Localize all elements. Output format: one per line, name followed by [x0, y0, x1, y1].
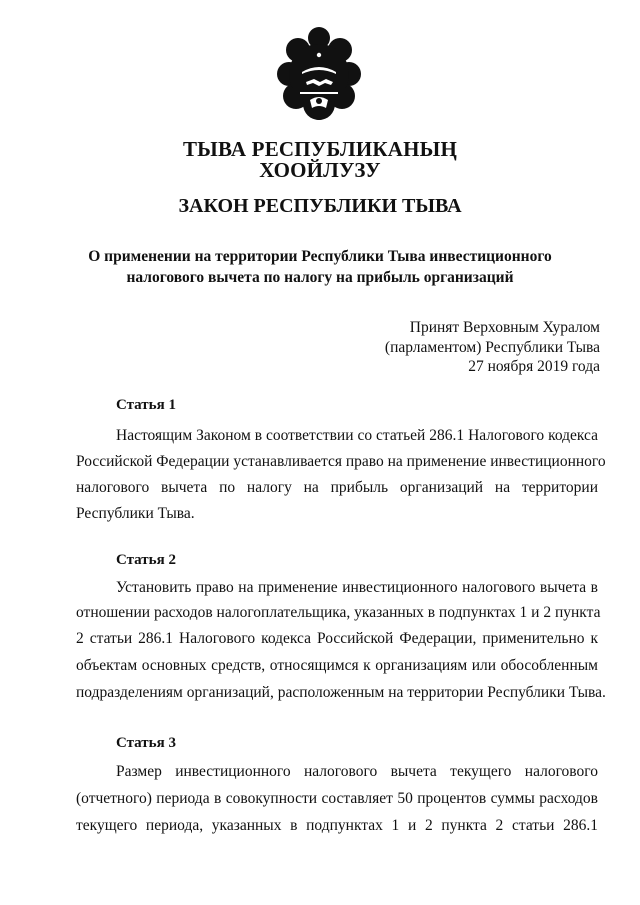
- article-1-heading: Статья 1: [116, 397, 176, 413]
- law-title: ЗАКОН РЕСПУБЛИКИ ТЫВА: [178, 195, 462, 217]
- article-2-text-line: отношении расходов налогоплательщика, указанных в подпунктах 1 и 2 пункта: [76, 604, 601, 621]
- article-1-text-line: налогового вычета по налогу на прибыль организаций на территории: [76, 479, 598, 496]
- article-2-text-line: объектам основных средств, относящимся к организациям или обособленным: [76, 657, 598, 674]
- adoption-line1: Принят Верховным Хуралом: [409, 319, 600, 336]
- law-subject-line1: О применении на территории Республики Тыва инвестиционного: [88, 248, 552, 265]
- adoption-line2: (парламентом) Республики Тыва: [384, 339, 600, 356]
- article-3-text-line: (отчетного) периода в совокупности составляет 50 процентов суммы расходов: [76, 790, 598, 807]
- article-1-text-line: Республики Тыва.: [76, 505, 195, 522]
- article-3-text-line: текущего периода, указанных в подпунктах 1 и 2 пункта 2 статьи 286.1: [76, 817, 598, 834]
- legislature-name-line2: ХООЙЛУЗУ: [259, 158, 381, 182]
- adoption-date: 27 ноября 2019 года: [468, 358, 600, 375]
- article-2-heading: Статья 2: [116, 552, 176, 568]
- legislature-name-line1: ТЫВА РЕСПУБЛИКАНЫҢ: [182, 137, 458, 161]
- article-3-text-line: Размер инвестиционного налогового вычета текущего налогового: [116, 763, 598, 780]
- article-1-text-line: Настоящим Законом в соответствии со статьей 286.1 Налогового кодекса: [116, 427, 598, 444]
- article-2-text-line: подразделениям организаций, расположенным на территории Республики Тыва.: [76, 684, 606, 701]
- coat-of-arms-emblem: [276, 22, 362, 128]
- article-1-text-line: Российской Федерации устанавливается право на применение инвестиционного: [76, 453, 606, 470]
- article-3-heading: Статья 3: [116, 735, 176, 751]
- article-2-text-line: 2 статьи 286.1 Налогового кодекса Российской Федерации, применительно к: [76, 630, 598, 647]
- law-subject-line2: налогового вычета по налогу на прибыль организаций: [126, 269, 514, 286]
- article-2-text-line: Установить право на применение инвестиционного налогового вычета в: [116, 579, 598, 596]
